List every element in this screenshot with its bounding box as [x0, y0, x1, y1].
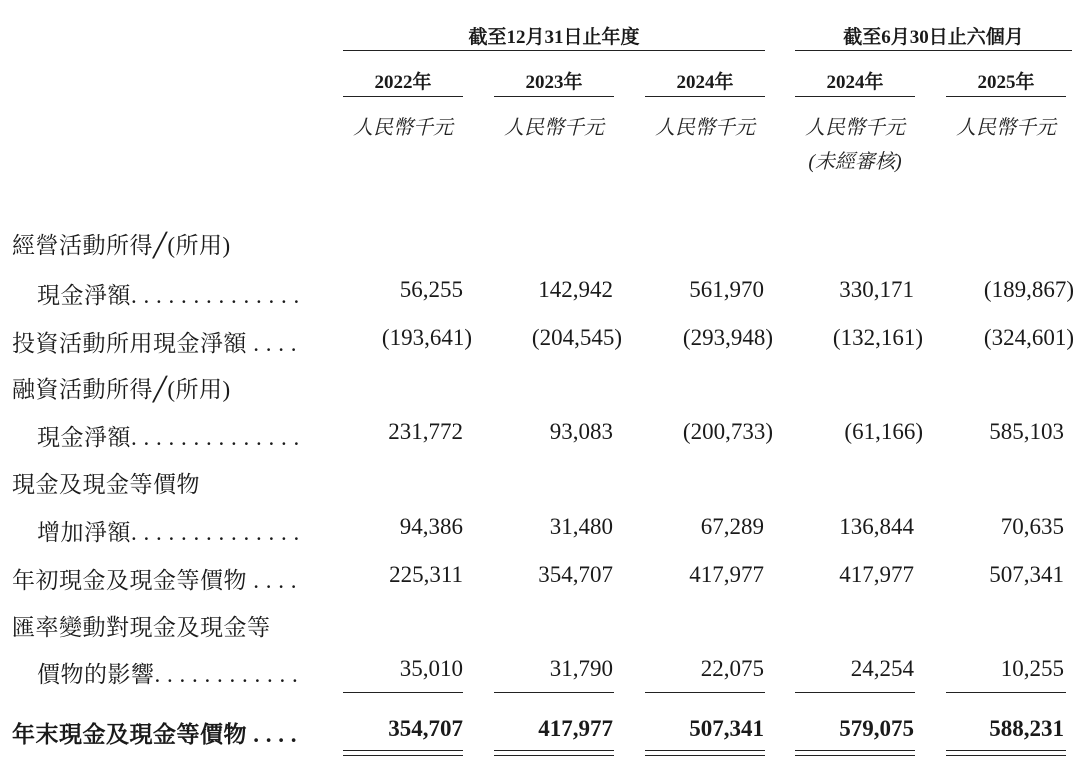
column-unit-2023: 人民幣千元 [504, 117, 604, 139]
header-fiscal-year-group: 截至12月31日止年度 [468, 27, 640, 48]
value-cell: (61,166) [844, 419, 923, 444]
row-label: 現金淨額. . . . . . . . . . . . . . [37, 283, 300, 308]
value-cell: 22,075 [700, 656, 764, 681]
value-cell: 354,707 [388, 716, 463, 741]
subtotal-rule [494, 692, 614, 693]
value-cell: (132,161) [832, 325, 923, 350]
value-cell: 70,635 [1000, 514, 1064, 539]
row-label: 經營活動所得╱(所用) [12, 233, 231, 258]
column-year-2024: 2024年 [676, 72, 734, 93]
value-cell: 136,844 [839, 514, 914, 539]
value-cell: 417,977 [839, 562, 914, 587]
value-cell: (293,948) [682, 325, 773, 350]
row-label: 投資活動所用現金淨額 . . . . [12, 331, 297, 356]
table-row [0, 604, 1080, 644]
row-label: 匯率變動對現金及現金等 [12, 615, 271, 640]
value-cell: 31,480 [549, 514, 613, 539]
value-cell: 231,772 [388, 419, 463, 444]
value-cell: 35,010 [399, 656, 463, 681]
value-cell: 417,977 [689, 562, 764, 587]
column-unit-2024-h1: 人民幣千元 [805, 117, 905, 139]
value-cell: 93,083 [549, 419, 613, 444]
column-rule-2023 [494, 96, 614, 97]
column-rule-2024-h1 [795, 96, 915, 97]
table-row [0, 222, 1080, 262]
column-unaudited-note: (未經審核) [808, 151, 902, 173]
value-cell: 225,311 [389, 562, 463, 587]
value-cell: 507,341 [689, 716, 764, 741]
value-cell: 585,103 [989, 419, 1064, 444]
value-cell: 417,977 [538, 716, 613, 741]
table-row [0, 461, 1080, 501]
total-double-rule [946, 750, 1066, 756]
column-year-2022: 2022年 [374, 72, 432, 93]
value-cell: 588,231 [989, 716, 1064, 741]
row-label: 價物的影響. . . . . . . . . . . . [37, 662, 299, 687]
table-row [0, 651, 1080, 691]
column-year-2023: 2023年 [525, 72, 583, 93]
row-label: 增加淨額. . . . . . . . . . . . . . [37, 520, 300, 545]
value-cell: 354,707 [538, 562, 613, 587]
header-six-months-group: 截至6月30日止六個月 [843, 27, 1024, 48]
column-rule-2024 [645, 96, 765, 97]
row-label: 現金及現金等價物 [12, 472, 200, 497]
table-row [0, 366, 1080, 406]
subtotal-rule [795, 692, 915, 693]
total-double-rule [494, 750, 614, 756]
value-cell: 561,970 [689, 277, 764, 302]
total-double-rule [645, 750, 765, 756]
row-label: 年末現金及現金等價物 . . . . [12, 722, 297, 747]
table-row-total [0, 711, 1080, 751]
value-cell: (200,733) [682, 419, 773, 444]
table-row [0, 272, 1080, 312]
subtotal-rule [645, 692, 765, 693]
value-cell: (324,601) [983, 325, 1074, 350]
column-year-2024-h1: 2024年 [826, 72, 884, 93]
value-cell: 31,790 [549, 656, 613, 681]
column-rule-2022 [343, 96, 463, 97]
value-cell: 24,254 [850, 656, 914, 681]
column-unit-2024: 人民幣千元 [655, 117, 755, 139]
header-fiscal-year-rule [343, 50, 765, 51]
header-six-months-rule [795, 50, 1072, 51]
column-unit-2025-h1: 人民幣千元 [956, 117, 1056, 139]
value-cell: (193,641) [381, 325, 472, 350]
row-label: 融資活動所得╱(所用) [12, 377, 231, 402]
column-year-2025-h1: 2025年 [977, 72, 1035, 93]
value-cell: (204,545) [531, 325, 622, 350]
value-cell: 507,341 [989, 562, 1064, 587]
subtotal-rule [946, 692, 1066, 693]
subtotal-rule [343, 692, 463, 693]
total-double-rule [795, 750, 915, 756]
value-cell: 579,075 [839, 716, 914, 741]
value-cell: 330,171 [839, 277, 914, 302]
value-cell: 10,255 [1000, 656, 1064, 681]
value-cell: 67,289 [700, 514, 764, 539]
value-cell: (189,867) [983, 277, 1074, 302]
value-cell: 56,255 [399, 277, 463, 302]
column-unit-2022: 人民幣千元 [353, 117, 453, 139]
table-row [0, 509, 1080, 549]
table-row [0, 320, 1080, 360]
row-label: 年初現金及現金等價物 . . . . [12, 568, 297, 593]
table-row [0, 414, 1080, 454]
column-rule-2025-h1 [946, 96, 1066, 97]
value-cell: 142,942 [538, 277, 613, 302]
value-cell: 94,386 [399, 514, 463, 539]
table-row [0, 557, 1080, 597]
total-double-rule [343, 750, 463, 756]
row-label: 現金淨額. . . . . . . . . . . . . . [37, 425, 300, 450]
